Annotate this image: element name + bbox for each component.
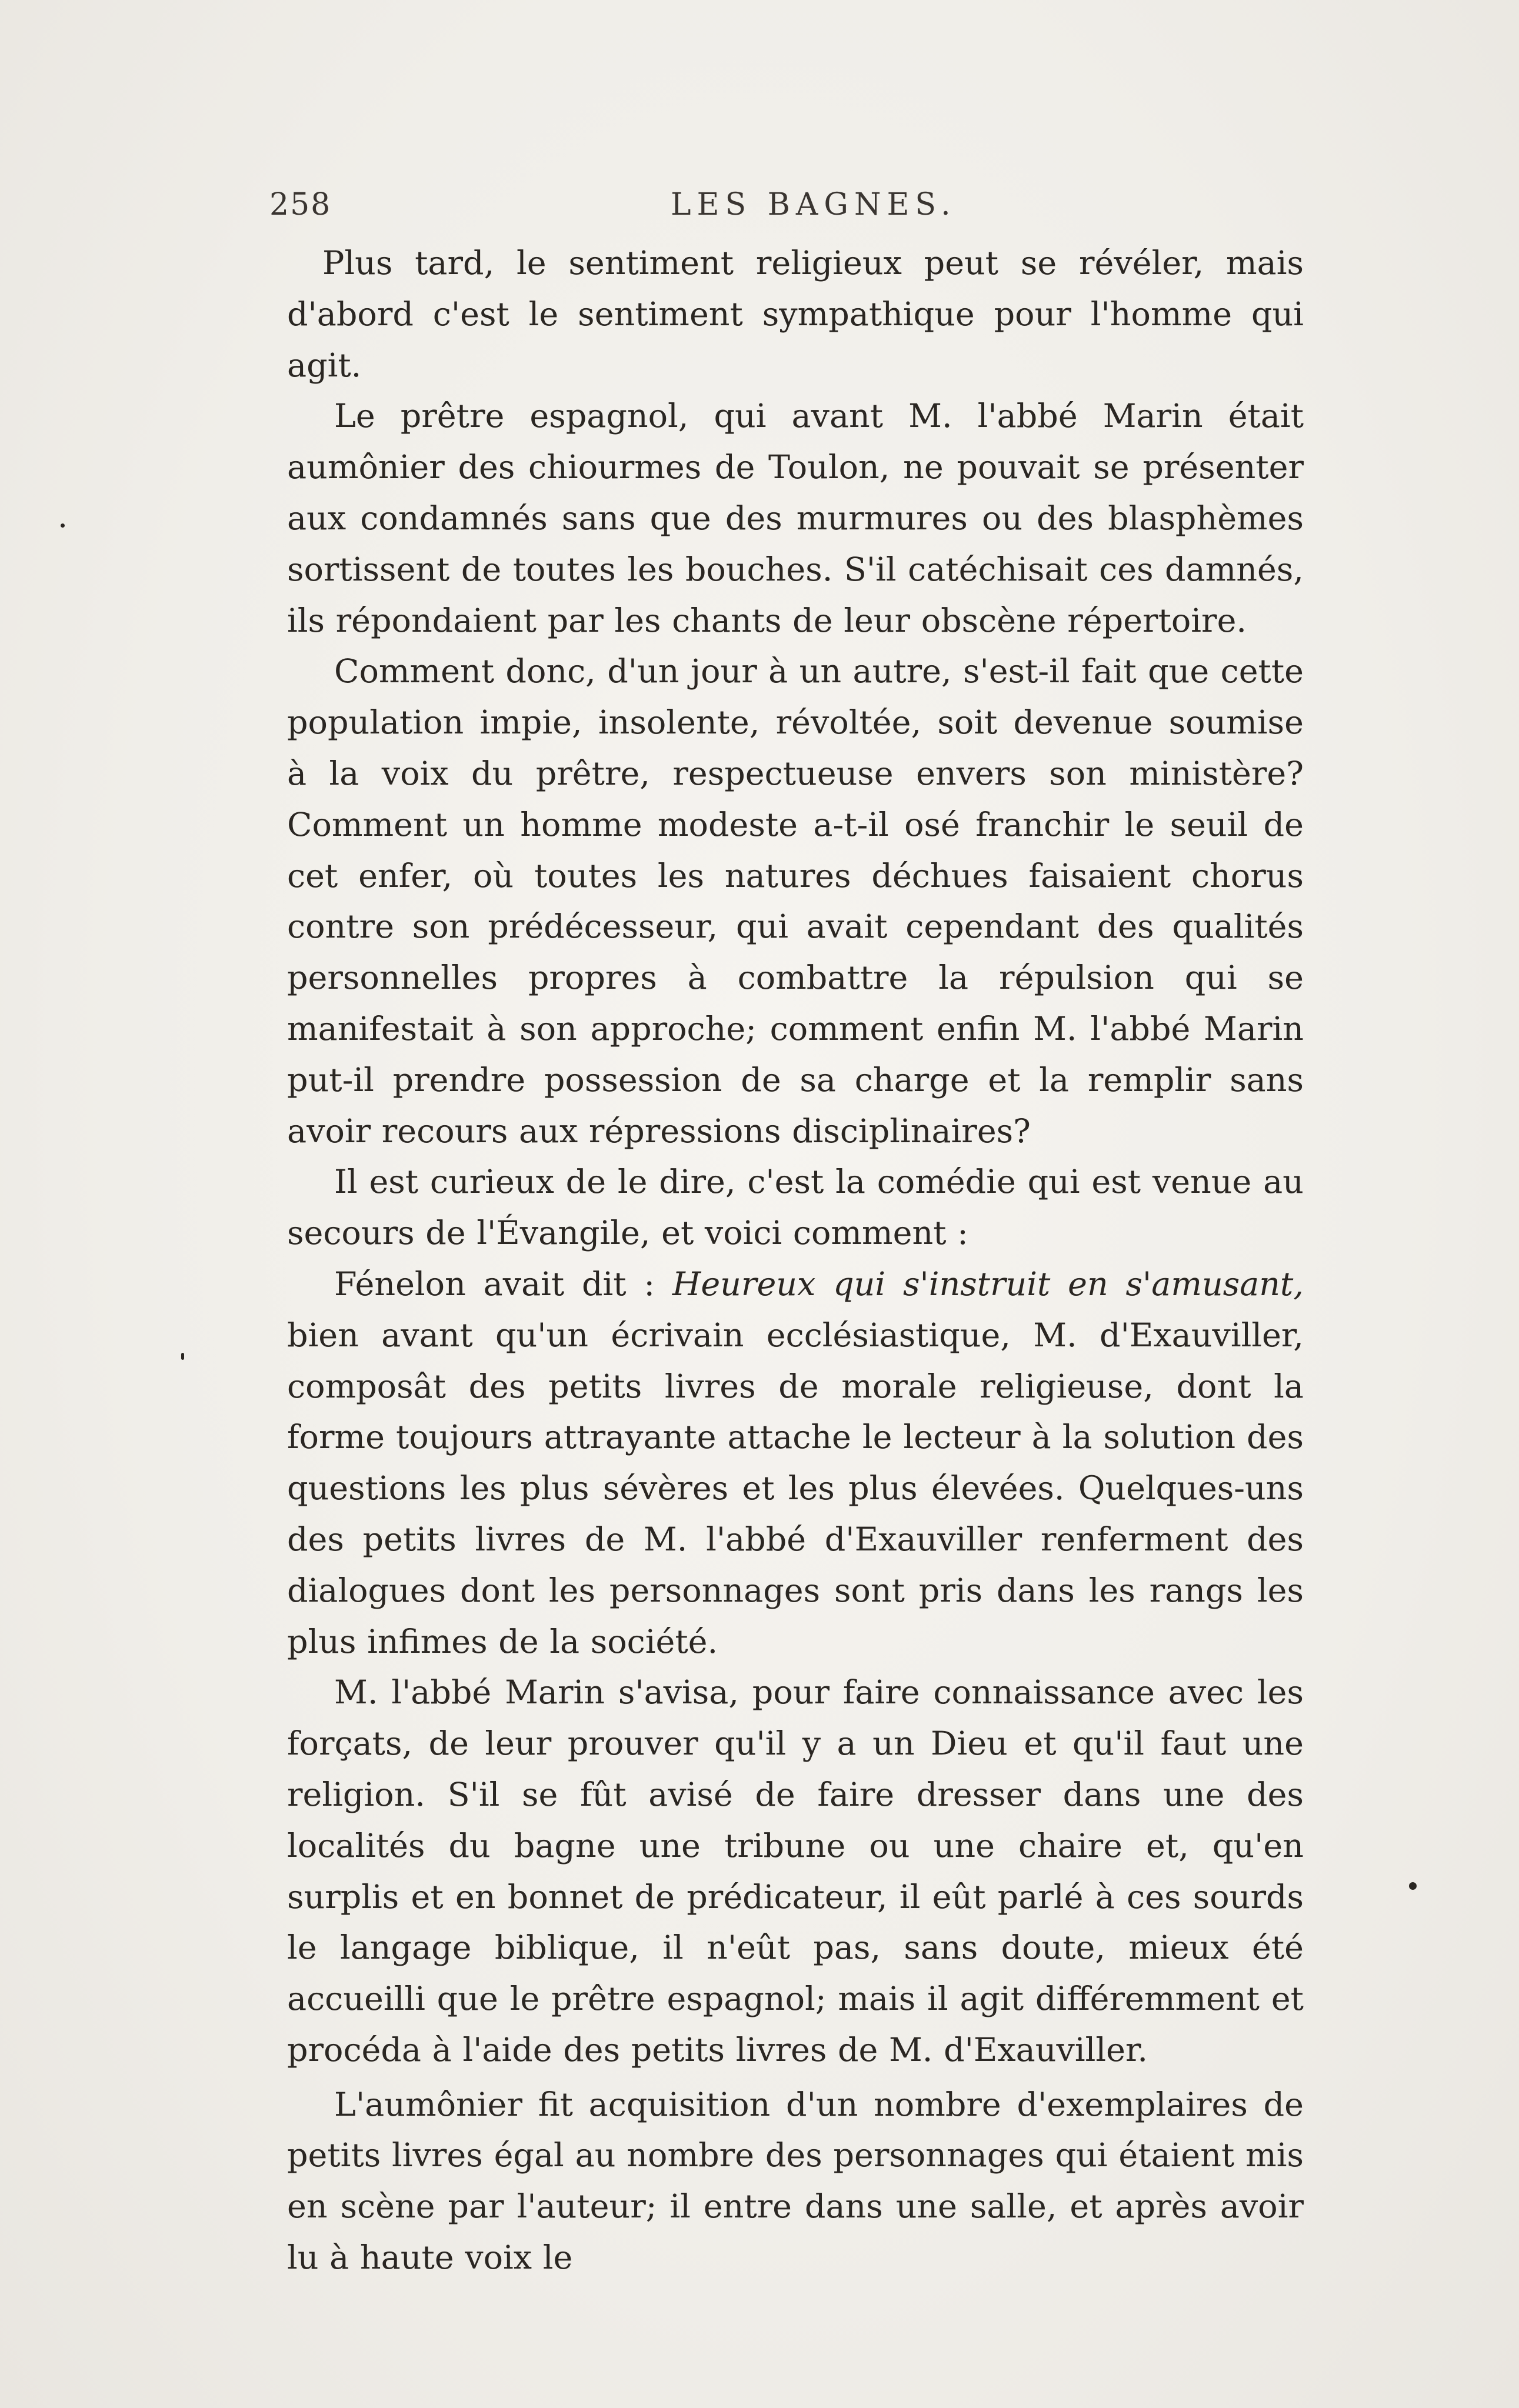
paragraph-1: Plus tard, le sentiment religieux peut se révéler, mais d'abord c'est le sentiment sympathique pour l'homme qui agit.	[287, 244, 1304, 385]
margin-speck-dot	[181, 1353, 184, 1360]
paragraph-6: M. l'abbé Marin s'avisa, pour faire connaissance avec les forçats, de leur prouver qu'il y a un Dieu et qu'il faut une religion. S'il se fût avisé de faire dresser dans une des localités du bagne une tribune ou une chaire et, qu'en surplis et en bonnet de prédicateur, il eût parlé à ces sourds le langage biblique, il n'eût pas, sans doute, mieux été accueilli que le prêtre espagnol; mais il agit différemment et procéda à l'aide des petits livres de M. d'Exauviller.	[287, 1673, 1304, 2069]
paragraph-5-rest: bien avant qu'un écrivain ecclésiastique, M. d'Exauviller, composât des petits livres de morale religieuse, dont la forme toujours attrayante attache le lecteur à la solution des questions les plus sévères et les plus élevées. Quelques-uns des petits livres de M. l'abbé d'Exauviller renferment des dialogues dont les personnages sont pris dans les rangs les plus infimes de la société.	[287, 1316, 1304, 1661]
page-header	[224, 187, 1306, 234]
paragraph-5-lead: Fénelon avait dit :	[334, 1265, 672, 1303]
margin-speck-dot	[61, 523, 65, 528]
paragraph-4: Il est curieux de le dire, c'est la comédie qui est venue au secours de l'Évangile, et voici comment :	[287, 1163, 1304, 1253]
body-text	[287, 238, 1304, 2284]
paragraph-3: Comment donc, d'un jour à un autre, s'est-il fait que cette population impie, insolente, révoltée, soit devenue soumise à la voix du prêtre, respectueuse envers son ministère? Comment un homme modeste a-t-il osé franchir le seuil de cet enfer, où toutes les natures déchues faisaient chorus contre son prédécesseur, qui avait cependant des qualités personnelles propres à combattre la répulsion qui se manifestait à son approche; comment enfin M. l'abbé Marin put-il prendre possession de sa charge et la remplir sans avoir recours aux répressions disciplinaires?	[287, 652, 1304, 1150]
running-title: LES BAGNES.	[671, 187, 957, 222]
page-number: 258	[269, 187, 332, 222]
fenelon-quote: Heureux qui s'instruit en s'amusant,	[672, 1265, 1304, 1303]
paragraph-7: L'aumônier fit acquisition d'un nombre d'exemplaires de petits livres égal au nombre des personnages qui étaient mis en scène par l'auteur; il entre dans une salle, et après avoir lu à haute voix le	[287, 2085, 1304, 2277]
paragraph-2: Le prêtre espagnol, qui avant M. l'abbé Marin était aumônier des chiourmes de Toulon, ne pouvait se présenter aux condamnés sans que des murmures ou des blasphèmes sortissent de toutes les bouches. S'il catéchisait ces damnés, ils répondaient par les chants de leur obscène répertoire.	[287, 397, 1304, 640]
paragraph-5	[287, 1259, 1304, 1667]
margin-speck-dot	[1409, 1882, 1417, 1890]
